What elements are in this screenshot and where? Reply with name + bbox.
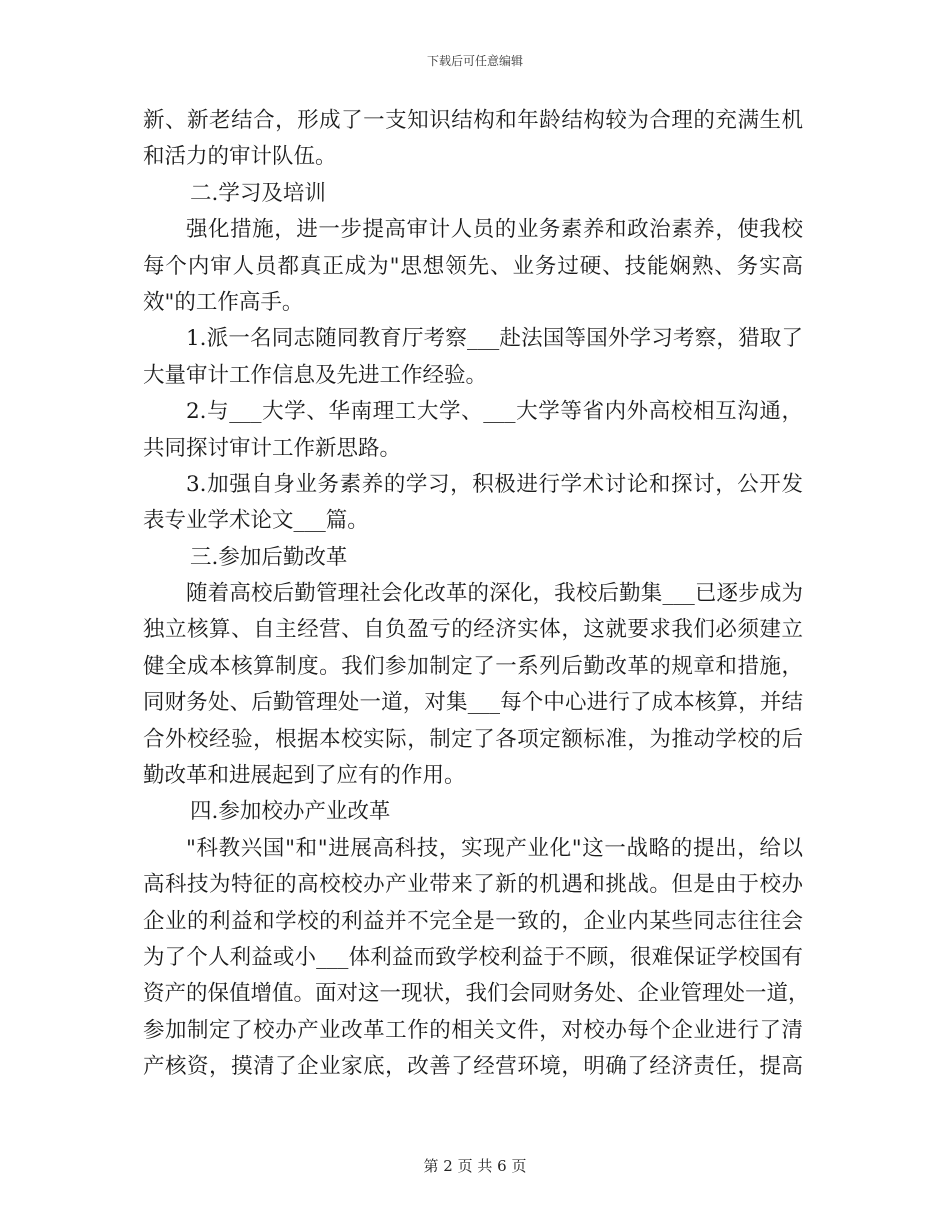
text-line: 企业的利益和学校的利益并不完全是一致的，企业内某些同志往往会 [143, 908, 803, 934]
text-line: 为了个人利益或小___体利益而致学校利益于不顾，很难保证学校国有 [143, 944, 803, 970]
text-line: 健全成本核算制度。我们参加制定了一系列后勤改革的规章和措施， [143, 653, 803, 679]
section-heading: 三.参加后勤改革 [190, 544, 348, 570]
text-line: 大量审计工作信息及先进工作经验。 [143, 362, 488, 388]
text-line: "科教兴国"和"进展高科技，实现产业化"这一战略的提出，给以 [186, 835, 803, 861]
text-line: 资产的保值增值。面对这一现状，我们会同财务处、企业管理处一道， [143, 981, 810, 1007]
text-line: 合外校经验，根据本校实际，制定了各项定额标准，为推动学校的后 [143, 726, 803, 752]
text-line: 每个内审人员都真正成为"思想领先、业务过硬、技能娴熟、务实高 [143, 253, 803, 279]
text-line: 表专业学术论文___篇。 [143, 508, 369, 534]
page-header: 下载后可任意编辑 [426, 54, 523, 68]
text-line: 同财务处、后勤管理处一道，对集___每个中心进行了成本核算，并结 [143, 690, 803, 716]
text-line: 勤改革和进展起到了应有的作用。 [143, 763, 466, 789]
text-line: 强化措施，进一步提高审计人员的业务素养和政治素养，使我校 [186, 217, 803, 243]
body-text [143, 103, 810, 1086]
text-line: 2.与___大学、华南理工大学、___大学等省内外高校相互沟通， [186, 399, 803, 425]
text-line: 和活力的审计队伍。 [143, 144, 337, 170]
text-line: 产核资，摸清了企业家底，改善了经营环境，明确了经济责任，提高 [143, 1054, 803, 1080]
text-line: 1.派一名同志随同教育厅考察___赴法国等国外学习考察，猎取了 [186, 326, 803, 352]
text-line: 效"的工作高手。 [143, 289, 304, 315]
text-line: 参加制定了校办产业改革工作的相关文件，对校办每个企业进行了清 [143, 1017, 803, 1043]
text-line: 随着高校后勤管理社会化改革的深化，我校后勤集___已逐步成为 [186, 581, 803, 607]
section-heading: 二.学习及培训 [190, 180, 326, 206]
text-line: 独立核算、自主经营、自负盈亏的经济实体，这就要求我们必须建立 [143, 617, 803, 643]
text-line: 共同探讨审计工作新思路。 [143, 435, 402, 461]
section-heading: 四.参加校办产业改革 [190, 799, 391, 825]
text-line: 3.加强自身业务素养的学习，积极进行学术讨论和探讨，公开发 [186, 471, 803, 497]
page-footer: 第 2 页 共 6 页 [423, 1157, 527, 1175]
text-line: 新、新老结合，形成了一支知识结构和年龄结构较为合理的充满生机 [143, 108, 803, 133]
text-line: 高科技为特征的高校校办产业带来了新的机遇和挑战。但是由于校办 [143, 872, 803, 898]
